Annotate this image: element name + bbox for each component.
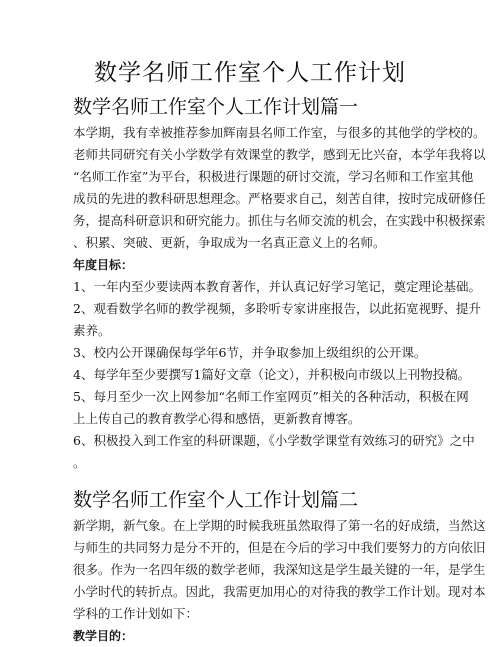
goal-line: 4、每学年至少要撰写1篇好文章（论文），并积极向市级以上刊物投稿。 <box>73 367 471 382</box>
goal-line: 素养。 <box>73 323 111 338</box>
paragraph-line: 学科的工作计划如下： <box>73 606 199 621</box>
goal-line: 1、一年内至少要读两本教育著作，并认真记好学习笔记，奠定理论基础。 <box>73 279 481 294</box>
section-heading-2: 数学名师工作室个人工作计划篇二 <box>73 489 359 511</box>
goal-line: 5、每月至少一次上网参加“名师工作室网页”相关的各种活动，积极在网 <box>73 389 469 404</box>
paragraph-line: 与师生的共同努力是分不开的，但是在今后的学习中我们要努力的方向依旧 <box>73 540 486 555</box>
paragraph-line: 老师共同研究有关小学数学有效课堂的教学，感到无比兴奋，本学年我将以 <box>73 147 486 162</box>
paragraph-line: 很多。作为一名四年级的数学老师，我深知这是学生最关键的一年，是学生 <box>73 562 486 577</box>
goal-line: 3、校内公开课确保每学年6节，并争取参加上级组织的公开课。 <box>73 345 427 360</box>
goal-line: 6、积极投入到工作室的科研课题，《小学数学课堂有效练习的研究》之中 <box>73 433 475 448</box>
section-heading-1: 数学名师工作室个人工作计划篇一 <box>73 96 359 118</box>
goal-line: 上上传自己的教育教学心得和感悟，更新教育博客。 <box>73 411 361 426</box>
goal-line: 2、观看数学名师的教学视频，多聆听专家讲座报告，以此拓宽视野、提升 <box>73 301 481 316</box>
goal-line: 。 <box>73 455 86 470</box>
paragraph-line: 、积累、突破、更新，争取成为一名真正意义上的名师。 <box>73 235 386 250</box>
purpose-label: 教学目的： <box>73 629 134 643</box>
paragraph-line: “名师工作室”为平台，积极进行课题的研讨交流，学习名师和工作室其他 <box>73 169 474 184</box>
paragraph-line: 小学时代的转折点。因此，我需更加用心的对待我的教学工作计划。现对本 <box>73 584 486 599</box>
paragraph-line: 新学期，新气象。在上学期的时候我班虽然取得了第一名的好成绩，当然这 <box>73 518 486 533</box>
paragraph-line: 本学期，我有幸被推荐参加辉南县名师工作室，与很多的其他学的学校的。 <box>73 125 486 140</box>
goals-label: 年度目标： <box>73 258 134 272</box>
paragraph-line: 务，提高科研意识和研究能力。抓住与名师交流的机会，在实践中积极探索 <box>73 213 486 228</box>
document-title: 数学名师工作室个人工作计划 <box>94 60 406 86</box>
paragraph-line: 成员的先进的教科研思想理念。严格要求自己，刻苦自律，按时完成研修任 <box>73 191 486 206</box>
